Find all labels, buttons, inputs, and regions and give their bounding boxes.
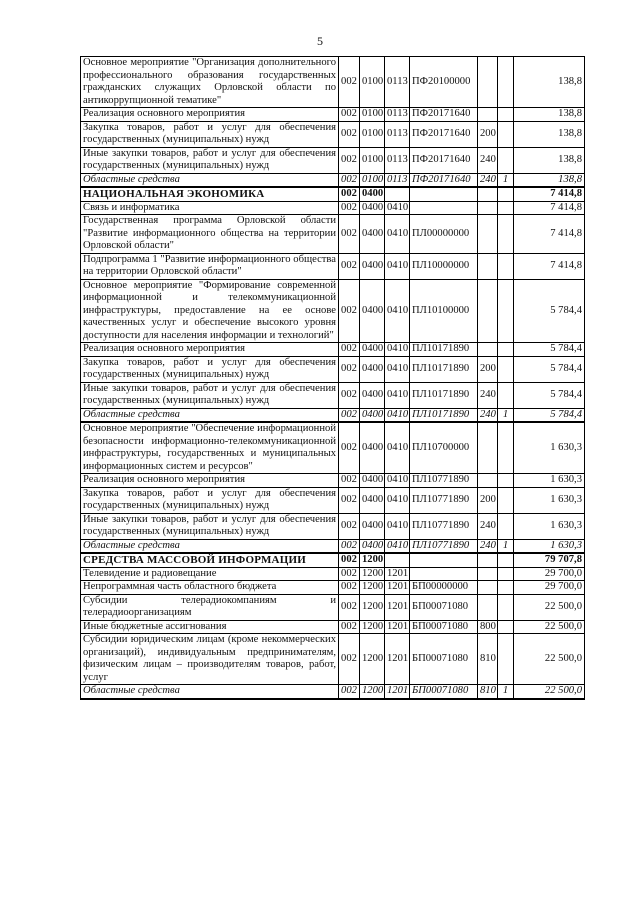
section-code-cell: 1200 xyxy=(360,553,385,567)
row-name-cell: Областные средства xyxy=(81,408,339,422)
funding-source-code-cell xyxy=(498,147,514,173)
amount-cell: 7 414,8 xyxy=(514,253,585,279)
expense-type-code-cell: 800 xyxy=(478,620,498,634)
funding-source-code-cell: 1 xyxy=(498,539,514,553)
expense-type-code-cell xyxy=(478,553,498,567)
table-row xyxy=(81,201,585,215)
amount-cell: 22 500,0 xyxy=(514,620,585,634)
expense-type-code-cell: 240 xyxy=(478,513,498,539)
expense-type-code-cell: 200 xyxy=(478,121,498,147)
expense-type-code-cell: 200 xyxy=(478,487,498,513)
section-code-cell: 0400 xyxy=(360,279,385,343)
funding-source-code-cell xyxy=(498,253,514,279)
subsection-code-cell: 0410 xyxy=(385,382,410,408)
expense-type-code-cell xyxy=(478,253,498,279)
table-row xyxy=(81,685,585,699)
target-article-code-cell: ПЛ10100000 xyxy=(410,279,478,343)
ministry-code-cell: 002 xyxy=(339,343,360,357)
target-article-code-cell: БП00071080 xyxy=(410,685,478,699)
subsection-code-cell: 0113 xyxy=(385,57,410,108)
funding-source-code-cell xyxy=(498,474,514,488)
ministry-code-cell: 002 xyxy=(339,539,360,553)
section-code-cell: 0400 xyxy=(360,513,385,539)
ministry-code-cell: 002 xyxy=(339,408,360,422)
ministry-code-cell: 002 xyxy=(339,487,360,513)
amount-cell: 29 700,0 xyxy=(514,581,585,595)
subsection-code-cell: 0410 xyxy=(385,201,410,215)
table-row xyxy=(81,474,585,488)
subsection-code-cell: 0410 xyxy=(385,343,410,357)
target-article-code-cell xyxy=(410,201,478,215)
subsection-code-cell: 0113 xyxy=(385,121,410,147)
table-row xyxy=(81,620,585,634)
table-row xyxy=(81,567,585,581)
ministry-code-cell: 002 xyxy=(339,474,360,488)
funding-source-code-cell xyxy=(498,513,514,539)
subsection-code-cell xyxy=(385,553,410,567)
amount-cell: 29 700,0 xyxy=(514,567,585,581)
amount-cell: 138,8 xyxy=(514,108,585,122)
table-row xyxy=(81,594,585,620)
ministry-code-cell: 002 xyxy=(339,279,360,343)
table-row xyxy=(81,57,585,108)
subsection-code-cell: 1201 xyxy=(385,685,410,699)
subsection-code-cell: 0113 xyxy=(385,173,410,187)
ministry-code-cell: 002 xyxy=(339,215,360,254)
table-row xyxy=(81,581,585,595)
funding-source-code-cell xyxy=(498,343,514,357)
subsection-code-cell: 0410 xyxy=(385,474,410,488)
subsection-code-cell: 0113 xyxy=(385,108,410,122)
table-row xyxy=(81,487,585,513)
table-row xyxy=(81,422,585,474)
subsection-code-cell: 0410 xyxy=(385,356,410,382)
target-article-code-cell: ПЛ10171890 xyxy=(410,382,478,408)
target-article-code-cell: ПЛ10000000 xyxy=(410,253,478,279)
amount-cell: 1 630,3 xyxy=(514,539,585,553)
ministry-code-cell: 002 xyxy=(339,594,360,620)
table-row xyxy=(81,553,585,567)
funding-source-code-cell xyxy=(498,553,514,567)
subsection-code-cell: 0410 xyxy=(385,408,410,422)
ministry-code-cell: 002 xyxy=(339,382,360,408)
row-name-cell: Связь и информатика xyxy=(81,201,339,215)
funding-source-code-cell: 1 xyxy=(498,408,514,422)
table-row xyxy=(81,187,585,201)
row-name-cell: Государственная программа Орловской области "Развитие информационного общества на территории Орловской области" xyxy=(81,215,339,254)
amount-cell: 5 784,4 xyxy=(514,279,585,343)
target-article-code-cell: ПФ20100000 xyxy=(410,57,478,108)
amount-cell: 1 630,3 xyxy=(514,487,585,513)
row-name-cell: Субсидии телерадиокомпаниям и телерадиоорганизациям xyxy=(81,594,339,620)
expense-type-code-cell: 810 xyxy=(478,685,498,699)
section-code-cell: 0100 xyxy=(360,121,385,147)
target-article-code-cell: ПФ20171640 xyxy=(410,147,478,173)
expense-type-code-cell xyxy=(478,215,498,254)
row-name-cell: Телевидение и радиовещание xyxy=(81,567,339,581)
expense-type-code-cell: 240 xyxy=(478,147,498,173)
ministry-code-cell: 002 xyxy=(339,108,360,122)
section-code-cell: 0400 xyxy=(360,422,385,474)
table-row xyxy=(81,108,585,122)
section-code-cell: 0100 xyxy=(360,57,385,108)
expense-type-code-cell xyxy=(478,474,498,488)
amount-cell: 79 707,8 xyxy=(514,553,585,567)
target-article-code-cell: БП00000000 xyxy=(410,581,478,595)
budget-table xyxy=(80,56,585,700)
expense-type-code-cell: 240 xyxy=(478,382,498,408)
ministry-code-cell: 002 xyxy=(339,513,360,539)
expense-type-code-cell: 810 xyxy=(478,634,498,685)
row-name-cell: СРЕДСТВА МАССОВОЙ ИНФОРМАЦИИ xyxy=(81,553,339,567)
ministry-code-cell: 002 xyxy=(339,201,360,215)
amount-cell: 7 414,8 xyxy=(514,187,585,201)
funding-source-code-cell xyxy=(498,356,514,382)
amount-cell: 7 414,8 xyxy=(514,201,585,215)
section-code-cell: 0100 xyxy=(360,173,385,187)
row-name-cell: Областные средства xyxy=(81,685,339,699)
amount-cell: 22 500,0 xyxy=(514,685,585,699)
section-code-cell: 0400 xyxy=(360,356,385,382)
subsection-code-cell: 1201 xyxy=(385,620,410,634)
row-name-cell: Иные закупки товаров, работ и услуг для обеспечения государственных (муниципальных) нужд xyxy=(81,382,339,408)
expense-type-code-cell xyxy=(478,279,498,343)
row-name-cell: Областные средства xyxy=(81,173,339,187)
ministry-code-cell: 002 xyxy=(339,356,360,382)
subsection-code-cell: 0410 xyxy=(385,539,410,553)
section-code-cell: 0400 xyxy=(360,215,385,254)
funding-source-code-cell xyxy=(498,57,514,108)
table-row xyxy=(81,513,585,539)
row-name-cell: Основное мероприятие "Формирование современной информационной и телекоммуникационной инфраструктуры, предоставление на ее основе качественных услуг и обеспечение высокого уровня доступности для населения информации и технологий" xyxy=(81,279,339,343)
ministry-code-cell: 002 xyxy=(339,57,360,108)
row-name-cell: Иные бюджетные ассигнования xyxy=(81,620,339,634)
subsection-code-cell: 0113 xyxy=(385,147,410,173)
row-name-cell: Непрограммная часть областного бюджета xyxy=(81,581,339,595)
amount-cell: 5 784,4 xyxy=(514,408,585,422)
subsection-code-cell: 0410 xyxy=(385,215,410,254)
expense-type-code-cell: 240 xyxy=(478,408,498,422)
expense-type-code-cell xyxy=(478,581,498,595)
row-name-cell: Областные средства xyxy=(81,539,339,553)
table-row xyxy=(81,173,585,187)
target-article-code-cell: БП00071080 xyxy=(410,594,478,620)
funding-source-code-cell xyxy=(498,594,514,620)
funding-source-code-cell xyxy=(498,487,514,513)
target-article-code-cell: БП00071080 xyxy=(410,634,478,685)
subsection-code-cell: 0410 xyxy=(385,487,410,513)
table-row xyxy=(81,634,585,685)
amount-cell: 22 500,0 xyxy=(514,594,585,620)
section-code-cell: 0400 xyxy=(360,201,385,215)
amount-cell: 5 784,4 xyxy=(514,382,585,408)
expense-type-code-cell xyxy=(478,201,498,215)
amount-cell: 1 630,3 xyxy=(514,513,585,539)
funding-source-code-cell xyxy=(498,634,514,685)
funding-source-code-cell: 1 xyxy=(498,685,514,699)
ministry-code-cell: 002 xyxy=(339,422,360,474)
funding-source-code-cell xyxy=(498,108,514,122)
target-article-code-cell xyxy=(410,553,478,567)
budget-table-body xyxy=(81,57,585,699)
target-article-code-cell: ПЛ10771890 xyxy=(410,474,478,488)
subsection-code-cell: 0410 xyxy=(385,422,410,474)
target-article-code-cell: ПЛ10171890 xyxy=(410,356,478,382)
amount-cell: 138,8 xyxy=(514,121,585,147)
table-row xyxy=(81,215,585,254)
ministry-code-cell: 002 xyxy=(339,634,360,685)
expense-type-code-cell xyxy=(478,422,498,474)
row-name-cell: Основное мероприятие "Обеспечение информационной безопасности информационно-телекоммуникационной инфраструктуры, государственных и муниципальных информационных систем и ресурсов" xyxy=(81,422,339,474)
expense-type-code-cell: 240 xyxy=(478,539,498,553)
section-code-cell: 0400 xyxy=(360,474,385,488)
table-row xyxy=(81,121,585,147)
target-article-code-cell: ПФ20171640 xyxy=(410,121,478,147)
amount-cell: 1 630,3 xyxy=(514,422,585,474)
table-row xyxy=(81,253,585,279)
section-code-cell: 0400 xyxy=(360,343,385,357)
funding-source-code-cell: 1 xyxy=(498,173,514,187)
expense-type-code-cell xyxy=(478,594,498,620)
row-name-cell: Реализация основного мероприятия xyxy=(81,108,339,122)
amount-cell: 22 500,0 xyxy=(514,634,585,685)
page-number: 5 xyxy=(317,34,323,48)
target-article-code-cell: ПФ20171640 xyxy=(410,108,478,122)
row-name-cell: Реализация основного мероприятия xyxy=(81,343,339,357)
section-code-cell: 0400 xyxy=(360,382,385,408)
target-article-code-cell: ПЛ10700000 xyxy=(410,422,478,474)
subsection-code-cell xyxy=(385,187,410,201)
section-code-cell: 0400 xyxy=(360,487,385,513)
section-code-cell: 0100 xyxy=(360,147,385,173)
row-name-cell: Основное мероприятие "Организация дополнительного профессионального образования государственных гражданских служащих Орловской области по антикоррупционной тематике" xyxy=(81,57,339,108)
ministry-code-cell: 002 xyxy=(339,567,360,581)
ministry-code-cell: 002 xyxy=(339,620,360,634)
table-row xyxy=(81,408,585,422)
section-code-cell: 1200 xyxy=(360,567,385,581)
funding-source-code-cell xyxy=(498,422,514,474)
amount-cell: 7 414,8 xyxy=(514,215,585,254)
amount-cell: 1 630,3 xyxy=(514,474,585,488)
target-article-code-cell: ПЛ10771890 xyxy=(410,513,478,539)
target-article-code-cell: БП00071080 xyxy=(410,620,478,634)
table-row xyxy=(81,343,585,357)
row-name-cell: Реализация основного мероприятия xyxy=(81,474,339,488)
ministry-code-cell: 002 xyxy=(339,685,360,699)
subsection-code-cell: 1201 xyxy=(385,567,410,581)
section-code-cell: 1200 xyxy=(360,594,385,620)
funding-source-code-cell xyxy=(498,279,514,343)
section-code-cell: 0400 xyxy=(360,408,385,422)
ministry-code-cell: 002 xyxy=(339,147,360,173)
row-name-cell: Иные закупки товаров, работ и услуг для обеспечения государственных (муниципальных) нужд xyxy=(81,147,339,173)
table-row xyxy=(81,147,585,173)
row-name-cell: Подпрограмма 1 "Развитие информационного общества на территории Орловской области" xyxy=(81,253,339,279)
section-code-cell: 0100 xyxy=(360,108,385,122)
target-article-code-cell: ПЛ10171890 xyxy=(410,408,478,422)
expense-type-code-cell: 200 xyxy=(478,356,498,382)
section-code-cell: 1200 xyxy=(360,581,385,595)
ministry-code-cell: 002 xyxy=(339,187,360,201)
amount-cell: 5 784,4 xyxy=(514,343,585,357)
amount-cell: 138,8 xyxy=(514,147,585,173)
funding-source-code-cell xyxy=(498,382,514,408)
expense-type-code-cell xyxy=(478,567,498,581)
ministry-code-cell: 002 xyxy=(339,173,360,187)
target-article-code-cell: ПФ20171640 xyxy=(410,173,478,187)
ministry-code-cell: 002 xyxy=(339,253,360,279)
target-article-code-cell xyxy=(410,567,478,581)
target-article-code-cell: ПЛ10171890 xyxy=(410,343,478,357)
target-article-code-cell: ПЛ10771890 xyxy=(410,539,478,553)
ministry-code-cell: 002 xyxy=(339,121,360,147)
expense-type-code-cell xyxy=(478,343,498,357)
row-name-cell: Субсидии юридическим лицам (кроме некоммерческих организаций), индивидуальным предпринимателям, физическим лицам – производителям товаров, работ, услуг xyxy=(81,634,339,685)
subsection-code-cell: 1201 xyxy=(385,594,410,620)
expense-type-code-cell xyxy=(478,108,498,122)
ministry-code-cell: 002 xyxy=(339,553,360,567)
funding-source-code-cell xyxy=(498,620,514,634)
table-row xyxy=(81,356,585,382)
funding-source-code-cell xyxy=(498,121,514,147)
section-code-cell: 1200 xyxy=(360,634,385,685)
target-article-code-cell: ПЛ00000000 xyxy=(410,215,478,254)
row-name-cell: Закупка товаров, работ и услуг для обеспечения государственных (муниципальных) нужд xyxy=(81,121,339,147)
table-row xyxy=(81,279,585,343)
funding-source-code-cell xyxy=(498,567,514,581)
funding-source-code-cell xyxy=(498,201,514,215)
row-name-cell: Иные закупки товаров, работ и услуг для обеспечения государственных (муниципальных) нужд xyxy=(81,513,339,539)
section-code-cell: 1200 xyxy=(360,685,385,699)
subsection-code-cell: 1201 xyxy=(385,634,410,685)
subsection-code-cell: 0410 xyxy=(385,253,410,279)
subsection-code-cell: 0410 xyxy=(385,513,410,539)
target-article-code-cell: ПЛ10771890 xyxy=(410,487,478,513)
funding-source-code-cell xyxy=(498,581,514,595)
target-article-code-cell xyxy=(410,187,478,201)
amount-cell: 138,8 xyxy=(514,57,585,108)
amount-cell: 5 784,4 xyxy=(514,356,585,382)
funding-source-code-cell xyxy=(498,187,514,201)
section-code-cell: 0400 xyxy=(360,539,385,553)
row-name-cell: Закупка товаров, работ и услуг для обеспечения государственных (муниципальных) нужд xyxy=(81,487,339,513)
section-code-cell: 1200 xyxy=(360,620,385,634)
ministry-code-cell: 002 xyxy=(339,581,360,595)
row-name-cell: НАЦИОНАЛЬНАЯ ЭКОНОМИКА xyxy=(81,187,339,201)
funding-source-code-cell xyxy=(498,215,514,254)
section-code-cell: 0400 xyxy=(360,187,385,201)
row-name-cell: Закупка товаров, работ и услуг для обеспечения государственных (муниципальных) нужд xyxy=(81,356,339,382)
subsection-code-cell: 0410 xyxy=(385,279,410,343)
amount-cell: 138,8 xyxy=(514,173,585,187)
expense-type-code-cell xyxy=(478,57,498,108)
section-code-cell: 0400 xyxy=(360,253,385,279)
expense-type-code-cell xyxy=(478,187,498,201)
table-row xyxy=(81,539,585,553)
subsection-code-cell: 1201 xyxy=(385,581,410,595)
expense-type-code-cell: 240 xyxy=(478,173,498,187)
table-row xyxy=(81,382,585,408)
